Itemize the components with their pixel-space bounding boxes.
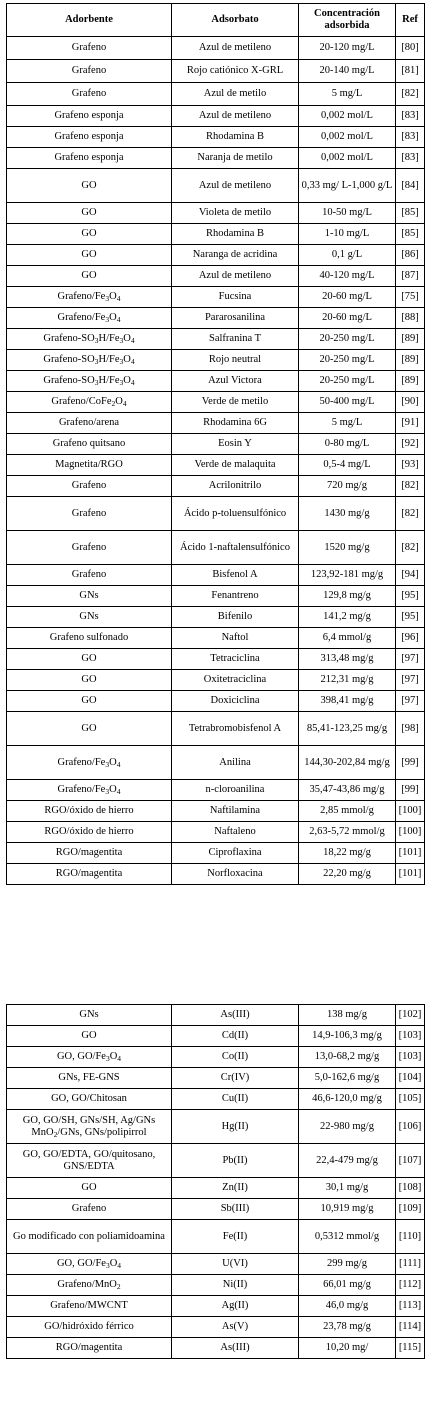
cell-ref: [100] <box>396 822 425 843</box>
cell-adsorbato: Norfloxacina <box>172 864 299 885</box>
cell-adsorbente: GNs <box>7 607 172 628</box>
cell-ref: [114] <box>396 1317 425 1338</box>
cell-adsorbente: GO <box>7 691 172 712</box>
header-adsorbato: Adsorbato <box>172 4 299 37</box>
table-row <box>7 531 425 565</box>
cell-ref: [83] <box>396 127 425 148</box>
cell-ref: [82] <box>396 531 425 565</box>
table-row <box>7 266 425 287</box>
cell-adsorbato: Verde de metilo <box>172 392 299 413</box>
cell-ref: [102] <box>396 1005 425 1026</box>
cell-adsorbente: GO <box>7 649 172 670</box>
cell-adsorbato: Azul de metileno <box>172 37 299 60</box>
cell-adsorbente: GO <box>7 169 172 203</box>
cell-concentracion: 0,5-4 mg/L <box>299 455 396 476</box>
cell-concentracion: 46,0 mg/g <box>299 1296 396 1317</box>
cell-adsorbente: Grafeno <box>7 83 172 106</box>
table-row <box>7 1199 425 1220</box>
table-row <box>7 455 425 476</box>
cell-ref: [106] <box>396 1110 425 1144</box>
cell-ref: [96] <box>396 628 425 649</box>
cell-ref: [103] <box>396 1047 425 1068</box>
cell-ref: [105] <box>396 1089 425 1110</box>
cell-concentracion: 40-120 mg/L <box>299 266 396 287</box>
cell-adsorbente: Grafeno/MnO$_2$ <box>7 1275 172 1296</box>
cell-concentracion: 0-80 mg/L <box>299 434 396 455</box>
cell-adsorbente: GNs, FE-GNS <box>7 1068 172 1089</box>
cell-concentracion: 0,5312 mmol/g <box>299 1220 396 1254</box>
cell-adsorbato: Ciproflaxina <box>172 843 299 864</box>
cell-adsorbente: GO <box>7 224 172 245</box>
cell-adsorbato: Anilina <box>172 746 299 780</box>
cell-adsorbente: GO, GO/Chitosan <box>7 1089 172 1110</box>
table-row <box>7 148 425 169</box>
cell-concentracion: 720 mg/g <box>299 476 396 497</box>
table-row <box>7 434 425 455</box>
table-row <box>7 801 425 822</box>
cell-ref: [108] <box>396 1178 425 1199</box>
table-row <box>7 1338 425 1359</box>
cell-ref: [95] <box>396 607 425 628</box>
cell-concentracion: 0,002 mol/L <box>299 106 396 127</box>
cell-adsorbente: Grafeno/$Fe_3O_4$ <box>7 746 172 780</box>
table-row <box>7 83 425 106</box>
cell-adsorbato: Azul de metileno <box>172 169 299 203</box>
table-row <box>7 1275 425 1296</box>
cell-ref: [107] <box>396 1144 425 1178</box>
cell-ref: [81] <box>396 60 425 83</box>
table-row <box>7 565 425 586</box>
cell-adsorbente: GO <box>7 670 172 691</box>
cell-adsorbato: Cu(II) <box>172 1089 299 1110</box>
cell-ref: [111] <box>396 1254 425 1275</box>
table-row <box>7 822 425 843</box>
cell-ref: [101] <box>396 864 425 885</box>
cell-ref: [101] <box>396 843 425 864</box>
cell-adsorbato: Tetrabromobisfenol A <box>172 712 299 746</box>
cell-adsorbato: Cd(II) <box>172 1026 299 1047</box>
cell-concentracion: 22,20 mg/g <box>299 864 396 885</box>
cell-ref: [109] <box>396 1199 425 1220</box>
cell-ref: [83] <box>396 148 425 169</box>
cell-ref: [89] <box>396 371 425 392</box>
table-row <box>7 371 425 392</box>
table-row <box>7 628 425 649</box>
cell-adsorbente: Grafeno <box>7 476 172 497</box>
cell-concentracion: 138 mg/g <box>299 1005 396 1026</box>
table-row <box>7 392 425 413</box>
cell-ref: [97] <box>396 691 425 712</box>
cell-ref: [90] <box>396 392 425 413</box>
table-row <box>7 106 425 127</box>
cell-concentracion: 66,01 mg/g <box>299 1275 396 1296</box>
cell-adsorbato: Ácido p-toluensulfónico <box>172 497 299 531</box>
cell-adsorbato: Co(II) <box>172 1047 299 1068</box>
cell-concentracion: 22,4-479 mg/g <box>299 1144 396 1178</box>
cell-adsorbato: Eosin Y <box>172 434 299 455</box>
table-row <box>7 497 425 531</box>
cell-concentracion: 144,30-202,84 mg/g <box>299 746 396 780</box>
table-row <box>7 1144 425 1178</box>
cell-adsorbato: Ni(II) <box>172 1275 299 1296</box>
table-row <box>7 586 425 607</box>
cell-adsorbente: GO/hidróxido férrico <box>7 1317 172 1338</box>
cell-adsorbato: Zn(II) <box>172 1178 299 1199</box>
cell-adsorbato: Azul de metileno <box>172 106 299 127</box>
cell-ref: [99] <box>396 780 425 801</box>
cell-concentracion: 5,0-162,6 mg/g <box>299 1068 396 1089</box>
table-row <box>7 843 425 864</box>
cell-adsorbente: Grafeno <box>7 531 172 565</box>
adsorption-table-part2 <box>6 1004 425 1359</box>
cell-ref: [89] <box>396 350 425 371</box>
cell-adsorbente: GO <box>7 203 172 224</box>
table-row <box>7 203 425 224</box>
table-row <box>7 413 425 434</box>
cell-ref: [112] <box>396 1275 425 1296</box>
cell-concentracion: 20-250 mg/L <box>299 371 396 392</box>
cell-ref: [82] <box>396 497 425 531</box>
cell-ref: [82] <box>396 83 425 106</box>
cell-adsorbato: Rhodamina 6G <box>172 413 299 434</box>
cell-ref: [97] <box>396 649 425 670</box>
cell-concentracion: 23,78 mg/g <box>299 1317 396 1338</box>
cell-concentracion: 20-250 mg/L <box>299 350 396 371</box>
cell-adsorbato: Ácido 1-naftalensulfónico <box>172 531 299 565</box>
cell-adsorbente: Grafeno-$SO_3H/Fe_3O_4$ <box>7 371 172 392</box>
cell-concentracion: 0,002 mol/L <box>299 148 396 169</box>
cell-ref: [87] <box>396 266 425 287</box>
header-adsorbente: Adorbente <box>7 4 172 37</box>
cell-concentracion: 1-10 mg/L <box>299 224 396 245</box>
cell-adsorbato: Azul Victora <box>172 371 299 392</box>
cell-ref: [98] <box>396 712 425 746</box>
cell-adsorbato: Acrilonitrilo <box>172 476 299 497</box>
table-row <box>7 1317 425 1338</box>
cell-concentracion: 0,33 mg/ L-1,000 g/L <box>299 169 396 203</box>
cell-adsorbente: GO, $GO/Fe_3O_4$ <box>7 1254 172 1275</box>
cell-adsorbente: GO <box>7 712 172 746</box>
cell-adsorbente: Grafeno <box>7 565 172 586</box>
cell-concentracion: 20-120 mg/L <box>299 37 396 60</box>
cell-ref: [89] <box>396 329 425 350</box>
table-row <box>7 169 425 203</box>
cell-ref: [99] <box>396 746 425 780</box>
cell-concentracion: 5 mg/L <box>299 413 396 434</box>
table-row <box>7 1068 425 1089</box>
cell-adsorbente: GO, GO/EDTA, GO/quitosano, GNS/EDTA <box>7 1144 172 1178</box>
cell-concentracion: 0,1 g/L <box>299 245 396 266</box>
cell-ref: [94] <box>396 565 425 586</box>
cell-concentracion: 85,41-123,25 mg/g <box>299 712 396 746</box>
adsorption-table-part1 <box>6 3 425 885</box>
cell-ref: [85] <box>396 224 425 245</box>
cell-concentracion: 35,47-43,86 mg/g <box>299 780 396 801</box>
header-ref: Ref <box>396 4 425 37</box>
table-row <box>7 1220 425 1254</box>
cell-adsorbente: GO <box>7 266 172 287</box>
cell-adsorbente: GO, GO/SH, GNs/SH, Ag/GNs MnO$_2$/GNs, GNs/polipirrol <box>7 1110 172 1144</box>
cell-concentracion: 129,8 mg/g <box>299 586 396 607</box>
cell-ref: [104] <box>396 1068 425 1089</box>
header-row <box>7 4 425 37</box>
table-row <box>7 712 425 746</box>
cell-adsorbente: Grafeno/$Fe_3O_4$ <box>7 780 172 801</box>
cell-adsorbente: GO, $GO/Fe_3O_4$ <box>7 1047 172 1068</box>
cell-adsorbato: U(VI) <box>172 1254 299 1275</box>
table-row <box>7 60 425 83</box>
cell-adsorbato: Azul de metileno <box>172 266 299 287</box>
table-row <box>7 607 425 628</box>
cell-concentracion: 299 mg/g <box>299 1254 396 1275</box>
table-row <box>7 1089 425 1110</box>
cell-adsorbato: Pararosanilina <box>172 308 299 329</box>
cell-adsorbato: Azul de metilo <box>172 83 299 106</box>
cell-adsorbato: Rojo neutral <box>172 350 299 371</box>
cell-adsorbato: Sb(III) <box>172 1199 299 1220</box>
header-concentracion: Concentración adsorbida <box>299 4 396 37</box>
cell-ref: [84] <box>396 169 425 203</box>
cell-adsorbato: Naftilamina <box>172 801 299 822</box>
cell-concentracion: 50-400 mg/L <box>299 392 396 413</box>
cell-adsorbente: Grafeno-$SO_3H/Fe_3O_4$ <box>7 329 172 350</box>
cell-concentracion: 13,0-68,2 mg/g <box>299 1047 396 1068</box>
table-row <box>7 1005 425 1026</box>
table-row <box>7 287 425 308</box>
cell-ref: [103] <box>396 1026 425 1047</box>
cell-ref: [92] <box>396 434 425 455</box>
cell-adsorbato: Bisfenol A <box>172 565 299 586</box>
cell-ref: [86] <box>396 245 425 266</box>
cell-adsorbente: RGO/magentita <box>7 843 172 864</box>
cell-concentracion: 2,85 mmol/g <box>299 801 396 822</box>
cell-adsorbato: As(III) <box>172 1005 299 1026</box>
cell-adsorbente: Grafeno <box>7 60 172 83</box>
cell-adsorbente: RGO/óxido de hierro <box>7 801 172 822</box>
cell-adsorbato: Naftol <box>172 628 299 649</box>
cell-ref: [75] <box>396 287 425 308</box>
cell-concentracion: 20-250 mg/L <box>299 329 396 350</box>
cell-ref: [97] <box>396 670 425 691</box>
cell-concentracion: 313,48 mg/g <box>299 649 396 670</box>
cell-adsorbato: As(V) <box>172 1317 299 1338</box>
cell-adsorbente: GO <box>7 1026 172 1047</box>
cell-adsorbato: Fucsina <box>172 287 299 308</box>
cell-adsorbente: Grafeno sulfonado <box>7 628 172 649</box>
cell-adsorbato: Naftaleno <box>172 822 299 843</box>
cell-concentracion: 46,6-120,0 mg/g <box>299 1089 396 1110</box>
cell-concentracion: 14,9-106,3 mg/g <box>299 1026 396 1047</box>
cell-ref: [85] <box>396 203 425 224</box>
table-row <box>7 224 425 245</box>
cell-adsorbato: n-cloroanilina <box>172 780 299 801</box>
cell-adsorbato: As(III) <box>172 1338 299 1359</box>
cell-ref: [100] <box>396 801 425 822</box>
cell-ref: [115] <box>396 1338 425 1359</box>
table-row <box>7 1047 425 1068</box>
cell-concentracion: 10,20 mg/ <box>299 1338 396 1359</box>
table-row <box>7 329 425 350</box>
table-row <box>7 746 425 780</box>
cell-adsorbente: RGO/magentita <box>7 864 172 885</box>
cell-adsorbato: Tetraciclina <box>172 649 299 670</box>
cell-ref: [91] <box>396 413 425 434</box>
cell-adsorbente: Grafeno/$CoFe_2O_4$ <box>7 392 172 413</box>
table-row <box>7 1254 425 1275</box>
cell-ref: [113] <box>396 1296 425 1317</box>
cell-adsorbato: Rhodamina B <box>172 127 299 148</box>
cell-adsorbato: Naranga de acridina <box>172 245 299 266</box>
cell-adsorbente: GNs <box>7 1005 172 1026</box>
cell-adsorbente: Grafeno <box>7 1199 172 1220</box>
cell-concentracion: 20-60 mg/L <box>299 287 396 308</box>
cell-adsorbente: GO <box>7 245 172 266</box>
cell-adsorbato: Hg(II) <box>172 1110 299 1144</box>
table-row <box>7 780 425 801</box>
table-row <box>7 1296 425 1317</box>
cell-adsorbente: GNs <box>7 586 172 607</box>
cell-adsorbato: Violeta de metilo <box>172 203 299 224</box>
cell-adsorbato: Pb(II) <box>172 1144 299 1178</box>
cell-concentracion: 30,1 mg/g <box>299 1178 396 1199</box>
table-row <box>7 864 425 885</box>
cell-adsorbente: Grafeno esponja <box>7 127 172 148</box>
cell-adsorbato: Rhodamina B <box>172 224 299 245</box>
cell-adsorbente: RGO/óxido de hierro <box>7 822 172 843</box>
table-row <box>7 670 425 691</box>
table-row <box>7 1110 425 1144</box>
table-row <box>7 350 425 371</box>
cell-adsorbato: Fe(II) <box>172 1220 299 1254</box>
cell-concentracion: 398,41 mg/g <box>299 691 396 712</box>
table-row <box>7 308 425 329</box>
table-row <box>7 37 425 60</box>
cell-concentracion: 20-140 mg/L <box>299 60 396 83</box>
cell-concentracion: 22-980 mg/g <box>299 1110 396 1144</box>
cell-concentracion: 123,92-181 mg/g <box>299 565 396 586</box>
cell-adsorbato: Rojo catiónico X-GRL <box>172 60 299 83</box>
cell-adsorbente: Grafeno/MWCNT <box>7 1296 172 1317</box>
cell-adsorbente: Grafeno/$Fe_3O_4$ <box>7 287 172 308</box>
cell-adsorbente: Grafeno <box>7 37 172 60</box>
cell-adsorbente: RGO/magentita <box>7 1338 172 1359</box>
cell-adsorbente: Grafeno quitsano <box>7 434 172 455</box>
cell-adsorbato: Ag(II) <box>172 1296 299 1317</box>
cell-concentracion: 212,31 mg/g <box>299 670 396 691</box>
table-row <box>7 127 425 148</box>
cell-adsorbato: Salfranina T <box>172 329 299 350</box>
cell-ref: [95] <box>396 586 425 607</box>
table-row <box>7 1178 425 1199</box>
table-row <box>7 245 425 266</box>
cell-adsorbente: Go modificado con poliamidoamina <box>7 1220 172 1254</box>
table-row <box>7 476 425 497</box>
cell-adsorbente: Grafeno <box>7 497 172 531</box>
table-row <box>7 649 425 670</box>
cell-adsorbente: Grafeno/arena <box>7 413 172 434</box>
cell-adsorbato: Bifenilo <box>172 607 299 628</box>
cell-concentracion: 18,22 mg/g <box>299 843 396 864</box>
cell-ref: [80] <box>396 37 425 60</box>
cell-adsorbente: Grafeno esponja <box>7 148 172 169</box>
cell-concentracion: 141,2 mg/g <box>299 607 396 628</box>
cell-adsorbente: Grafeno esponja <box>7 106 172 127</box>
cell-adsorbato: Cr(IV) <box>172 1068 299 1089</box>
cell-concentracion: 1520 mg/g <box>299 531 396 565</box>
cell-ref: [82] <box>396 476 425 497</box>
cell-adsorbente: Magnetita/RGO <box>7 455 172 476</box>
cell-adsorbato: Oxitetraciclina <box>172 670 299 691</box>
cell-ref: [93] <box>396 455 425 476</box>
table-row <box>7 1026 425 1047</box>
cell-adsorbato: Verde de malaquita <box>172 455 299 476</box>
cell-concentracion: 1430 mg/g <box>299 497 396 531</box>
cell-concentracion: 0,002 mol/L <box>299 127 396 148</box>
table-row <box>7 691 425 712</box>
cell-adsorbato: Naranja de metilo <box>172 148 299 169</box>
cell-ref: [110] <box>396 1220 425 1254</box>
cell-concentracion: 10,919 mg/g <box>299 1199 396 1220</box>
cell-adsorbente: GO <box>7 1178 172 1199</box>
cell-concentracion: 10-50 mg/L <box>299 203 396 224</box>
cell-adsorbato: Fenantreno <box>172 586 299 607</box>
cell-concentracion: 2,63-5,72 mmol/g <box>299 822 396 843</box>
cell-adsorbente: Grafeno-$SO_3H/Fe_3O_4$ <box>7 350 172 371</box>
cell-ref: [88] <box>396 308 425 329</box>
cell-concentracion: 5 mg/L <box>299 83 396 106</box>
cell-concentracion: 6,4 mmol/g <box>299 628 396 649</box>
cell-adsorbente: Grafeno/$Fe_3O_4$ <box>7 308 172 329</box>
cell-ref: [83] <box>396 106 425 127</box>
cell-concentracion: 20-60 mg/L <box>299 308 396 329</box>
cell-adsorbato: Doxiciclina <box>172 691 299 712</box>
